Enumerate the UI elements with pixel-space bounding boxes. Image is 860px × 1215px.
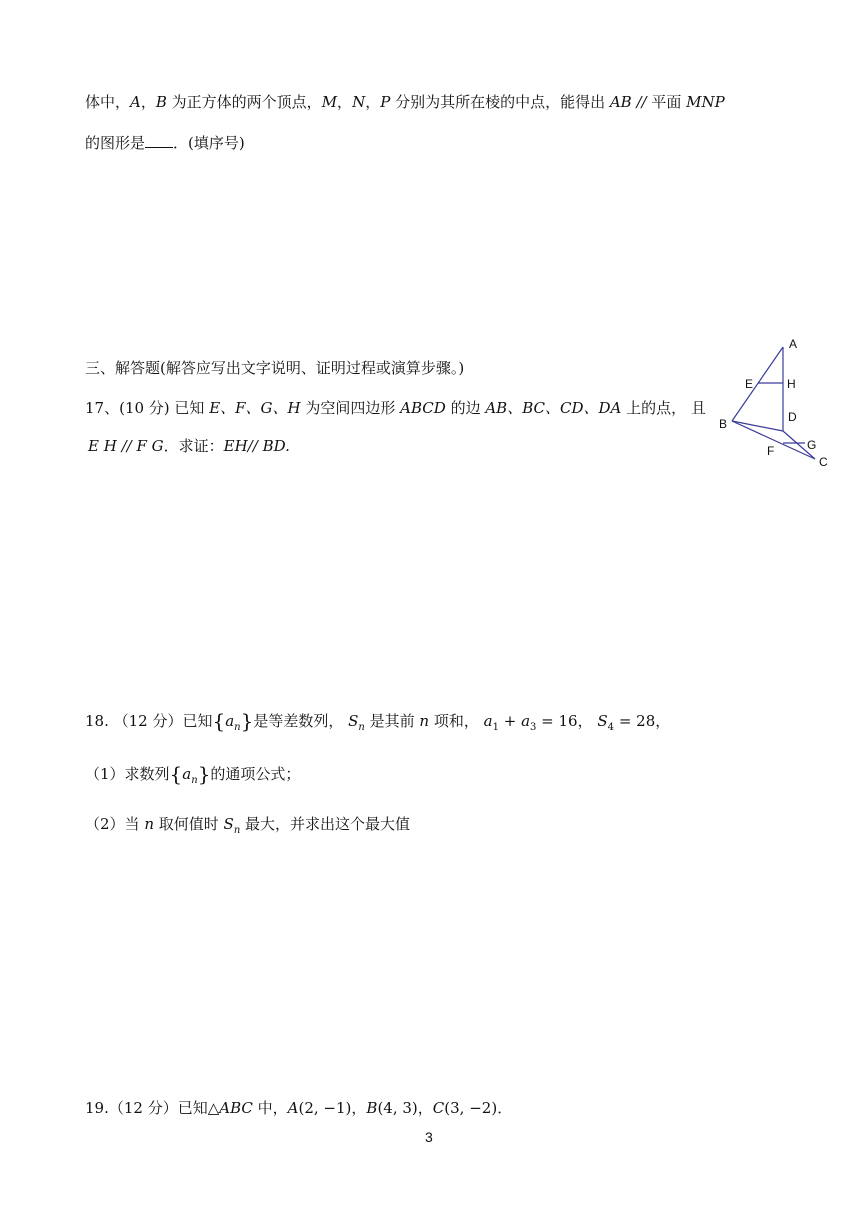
plus-sign: +: [498, 712, 522, 730]
quadrilateral-figure: [715, 335, 835, 475]
q18-part1-text: （1）求数列: [85, 765, 170, 783]
q18-part2-text: 最大，并求出这个最大值: [240, 815, 411, 833]
label-a: A: [789, 337, 798, 351]
point-a: A: [130, 93, 141, 111]
q18-part2-text: （2）当: [85, 815, 145, 833]
subscript-n: n: [233, 825, 241, 836]
point-b: B: [366, 1099, 378, 1117]
equation-rhs: = 16: [536, 712, 578, 730]
q18-line1: [85, 711, 670, 738]
q18-part1: [85, 764, 300, 791]
q17-text: 17、(10 分) 已知: [85, 399, 210, 417]
label-f: F: [767, 444, 775, 458]
comma: ，: [365, 93, 381, 111]
parallel-symbol: //: [116, 437, 137, 455]
q19-text: 19.（12 分）已知△: [85, 1099, 220, 1117]
q16-text: 的图形是: [85, 134, 146, 152]
q18-part2: [85, 814, 410, 841]
q18-text: 是等差数列，: [253, 712, 349, 730]
brace-left: {: [169, 762, 183, 786]
sum-s: S: [348, 712, 359, 730]
term-a: a: [521, 712, 531, 730]
variable-n: n: [419, 712, 430, 730]
q19-text: 中，: [252, 1099, 288, 1117]
comma: ，: [337, 93, 353, 111]
q18-text: 18. （12 分）已知: [85, 712, 213, 730]
subscript: 4: [607, 722, 615, 733]
segment-eh: E H: [88, 437, 117, 455]
triangle-abc: ABC: [219, 1099, 253, 1117]
label-c: C: [819, 455, 828, 469]
subscript-n: n: [234, 722, 241, 733]
point-n: N: [352, 93, 366, 111]
q16-text: 体中，: [85, 93, 131, 111]
parallel-symbol: //: [631, 93, 652, 111]
q18-part1-text: 的通项公式；: [210, 765, 301, 783]
point-p: P: [380, 93, 391, 111]
separator: ，: [417, 1099, 433, 1117]
subscript: 3: [530, 722, 537, 733]
q17-line1: [85, 398, 706, 418]
brace-left: {: [212, 709, 226, 733]
q17-line2: [88, 436, 290, 456]
brace-right: }: [240, 709, 254, 733]
q18-part2-text: 取何值时: [153, 815, 224, 833]
brace-right: }: [197, 762, 211, 786]
plane-mnp: MNP: [686, 93, 725, 111]
q16-line2: [85, 133, 245, 153]
coords-c: (3, −2): [444, 1099, 498, 1117]
q18-text: ，: [655, 712, 671, 730]
q18-text: 项和，: [429, 712, 484, 730]
q17-text: 的边: [445, 399, 486, 417]
label-g: G: [807, 438, 817, 452]
q19-line1: [85, 1098, 512, 1118]
q16-text: 分别为其所在棱的中点，能得出: [390, 93, 610, 111]
q16-line1: [85, 92, 725, 112]
edge-bd: [732, 421, 783, 431]
q16-text: 为正方体的两个顶点，: [166, 93, 322, 111]
q16-text: ．(填序号): [173, 134, 245, 152]
q17-points: E、F、G、H: [209, 399, 301, 417]
point-b: B: [155, 93, 167, 111]
plane-word: 平面: [651, 93, 687, 111]
page-number: 3: [425, 1129, 433, 1145]
label-e: E: [745, 377, 754, 391]
coords-a: (2, −1): [298, 1099, 352, 1117]
label-b: B: [719, 417, 728, 431]
q17-goal: EH// BD.: [223, 437, 290, 455]
q17-edges: AB、BC、CD、DA: [485, 399, 622, 417]
sequence-a: a: [182, 765, 192, 783]
subscript: 1: [492, 722, 499, 733]
coords-b: (4, 3): [377, 1099, 418, 1117]
answer-blank[interactable]: [145, 133, 173, 148]
q17-text: 上的点， 且: [621, 399, 706, 417]
label-h: H: [787, 377, 796, 391]
edge-ab: [732, 347, 783, 421]
point-c: C: [432, 1099, 445, 1117]
point-a: A: [287, 1099, 299, 1117]
q17-text: ．求证：: [163, 437, 224, 455]
separator: ，: [351, 1099, 367, 1117]
separator: ，: [577, 712, 598, 730]
sequence-a: a: [225, 712, 235, 730]
equation-rhs: = 28: [614, 712, 656, 730]
variable-n: n: [144, 815, 154, 833]
sum-s: S: [597, 712, 608, 730]
subscript-n: n: [191, 775, 198, 786]
segment-fg: F G: [136, 437, 164, 455]
term-a: a: [483, 712, 493, 730]
q17-quad: ABCD: [400, 399, 446, 417]
subscript-n: n: [358, 722, 365, 733]
q19-text: ．: [497, 1099, 513, 1117]
q18-text: 是其前: [364, 712, 420, 730]
comma: ，: [140, 93, 156, 111]
label-d: D: [788, 410, 797, 424]
segment-ab: AB: [609, 93, 632, 111]
section-heading: 三、解答题(解答应写出文字说明、证明过程或演算步骤。): [85, 359, 465, 377]
sum-s: S: [223, 815, 234, 833]
q17-text: 为空间四边形: [300, 399, 401, 417]
point-m: M: [321, 93, 338, 111]
